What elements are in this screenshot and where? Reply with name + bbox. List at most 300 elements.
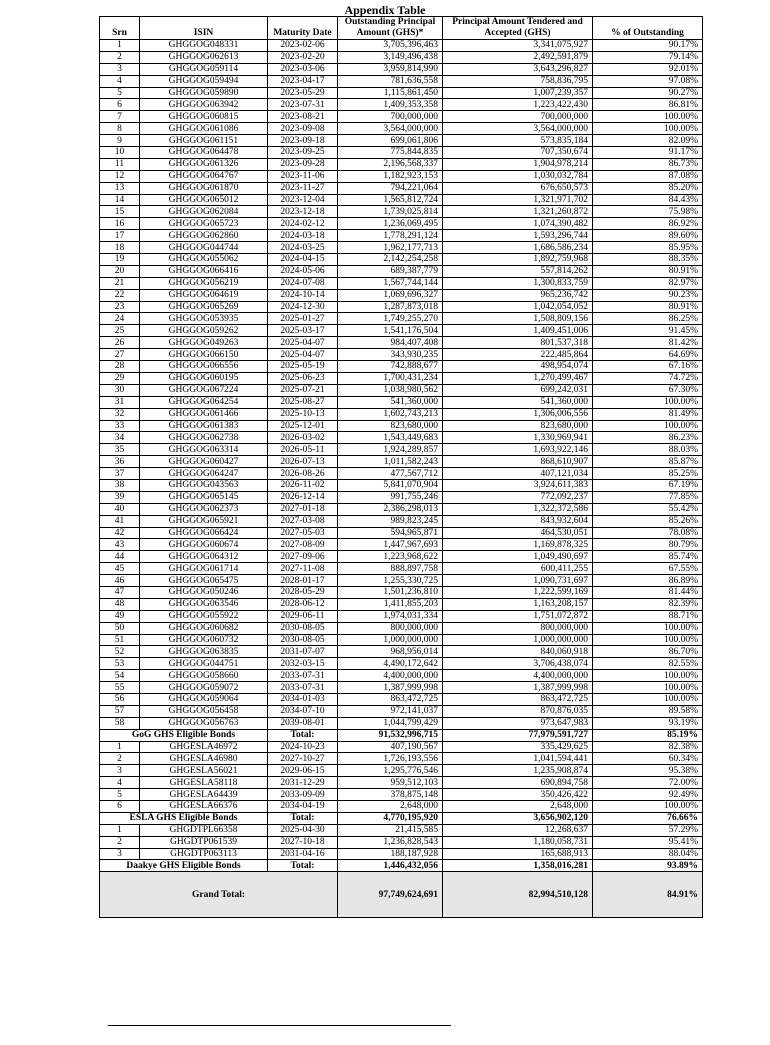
pct-cell: 92.01% [593,63,703,75]
table-row [100,87,703,99]
srn-cell: 6 [100,99,140,111]
tendered-cell: 801,537,318 [443,337,593,349]
srn-cell: 7 [100,111,140,123]
srn-cell: 31 [100,396,140,408]
outstanding-cell: 959,512,103 [338,777,443,789]
pct-cell: 85.95% [593,242,703,254]
tendered-cell: 600,411,255 [443,563,593,575]
isin-cell: GHGESLA66376 [140,801,268,813]
isin-cell: GHGGOG061383 [140,420,268,432]
maturity-cell: 2024-12-30 [268,301,338,313]
isin-cell: GHGESLA64439 [140,789,268,801]
tendered-cell: 557,814,262 [443,265,593,277]
pct-cell: 91.17% [593,147,703,159]
appendix-title: Appendix Table [344,3,426,17]
isin-cell: GHGGOG060732 [140,634,268,646]
maturity-cell: 2027-10-18 [268,836,338,848]
isin-cell: GHGGOG066416 [140,265,268,277]
tendered-cell: 965,236,742 [443,289,593,301]
tendered-cell: 707,350,674 [443,147,593,159]
pct-cell: 92.49% [593,789,703,801]
maturity-cell: 2024-03-18 [268,230,338,242]
outstanding-cell: 1,567,744,144 [338,277,443,289]
table-row [100,444,703,456]
table-row [100,194,703,206]
table-row [100,111,703,123]
table-row [100,468,703,480]
outstanding-cell: 1,411,855,203 [338,598,443,610]
outstanding-cell: 1,236,828,543 [338,836,443,848]
table-row [100,682,703,694]
tendered-cell: 498,954,074 [443,361,593,373]
tendered-cell: 1,222,599,169 [443,586,593,598]
table-row [100,277,703,289]
pct-cell: 86.81% [593,99,703,111]
outstanding-cell: 2,648,000 [338,801,443,813]
maturity-cell: 2027-03-08 [268,515,338,527]
table-row [100,575,703,587]
srn-cell: 12 [100,170,140,182]
outstanding-cell: 1,565,812,724 [338,194,443,206]
outstanding-cell: 1,387,999,998 [338,682,443,694]
tendered-cell: 973,647,983 [443,717,593,729]
pct-cell: 91.45% [593,325,703,337]
isin-cell: GHGDTP063113 [140,848,268,860]
outstanding-cell: 1,255,330,725 [338,575,443,587]
pct-cell: 79.14% [593,51,703,63]
table-row [100,622,703,634]
isin-cell: GHGESLA58118 [140,777,268,789]
isin-cell: GHGGOG062373 [140,503,268,515]
tendered-cell: 1,300,833,759 [443,277,593,289]
isin-cell: GHGGOG063546 [140,598,268,610]
srn-cell: 52 [100,646,140,658]
tendered-cell: 699,242,031 [443,384,593,396]
total-outstanding: 1,446,432,056 [338,860,443,872]
srn-cell: 5 [100,87,140,99]
table-row [100,563,703,575]
table-row [100,836,703,848]
appendix-table [99,16,703,918]
outstanding-cell: 972,141,037 [338,705,443,717]
total-outstanding: 91,532,996,715 [338,729,443,741]
isin-cell: GHGGOG053935 [140,313,268,325]
isin-cell: GHGGOG061326 [140,158,268,170]
table-row [100,598,703,610]
outstanding-cell: 1,726,193,556 [338,753,443,765]
outstanding-cell: 594,965,871 [338,527,443,539]
maturity-cell: 2024-03-25 [268,242,338,254]
table-row [100,372,703,384]
table-row [100,634,703,646]
table-row [100,147,703,159]
srn-cell: 18 [100,242,140,254]
maturity-cell: 2023-09-08 [268,123,338,135]
pct-cell: 81.44% [593,586,703,598]
isin-cell: GHGGOG055062 [140,254,268,266]
tendered-cell: 464,530,051 [443,527,593,539]
table-row [100,479,703,491]
srn-cell: 29 [100,372,140,384]
outstanding-cell: 1,543,449,683 [338,432,443,444]
outstanding-cell: 3,959,814,990 [338,63,443,75]
isin-cell: GHGGOG062084 [140,206,268,218]
isin-cell: GHGGOG044744 [140,242,268,254]
tendered-cell: 870,876,035 [443,705,593,717]
pct-cell: 80.91% [593,301,703,313]
header-tendered: Principal Amount Tendered and Accepted (GHS) [443,17,593,40]
isin-cell: GHGGOG060427 [140,456,268,468]
outstanding-cell: 781,636,558 [338,75,443,87]
pct-cell: 88.71% [593,610,703,622]
outstanding-cell: 1,447,967,693 [338,539,443,551]
outstanding-cell: 775,844,835 [338,147,443,159]
srn-cell: 47 [100,586,140,598]
isin-cell: GHGGOG058660 [140,670,268,682]
outstanding-cell: 794,221,064 [338,182,443,194]
total-outstanding: 4,770,195,920 [338,812,443,824]
tendered-cell: 1,306,006,556 [443,408,593,420]
srn-cell: 24 [100,313,140,325]
maturity-cell: 2027-08-09 [268,539,338,551]
maturity-cell: 2028-01-17 [268,575,338,587]
srn-cell: 53 [100,658,140,670]
srn-cell: 32 [100,408,140,420]
tendered-cell: 772,092,237 [443,491,593,503]
srn-cell: 30 [100,384,140,396]
isin-cell: GHGGOG059262 [140,325,268,337]
tendered-cell: 843,932,604 [443,515,593,527]
srn-cell: 26 [100,337,140,349]
group-total-row [100,729,703,741]
total-tendered: 1,358,016,281 [443,860,593,872]
outstanding-cell: 1,038,980,562 [338,384,443,396]
maturity-cell: 2027-01-18 [268,503,338,515]
table-row [100,717,703,729]
maturity-cell: 2023-11-06 [268,170,338,182]
tendered-cell: 1,270,499,467 [443,372,593,384]
pct-cell: 100.00% [593,670,703,682]
srn-cell: 3 [100,848,140,860]
group-total-label: Daakye GHS Eligible Bonds [100,860,268,872]
maturity-cell: 2026-07-13 [268,456,338,468]
pct-cell: 93.19% [593,717,703,729]
pct-cell: 100.00% [593,396,703,408]
isin-cell: GHGGOG066150 [140,349,268,361]
table-row [100,777,703,789]
table-row [100,765,703,777]
table-row [100,646,703,658]
maturity-cell: 2029-06-11 [268,610,338,622]
isin-cell: GHGGOG050246 [140,586,268,598]
table-row [100,753,703,765]
table-row [100,824,703,836]
maturity-cell: 2033-07-31 [268,670,338,682]
maturity-cell: 2024-04-15 [268,254,338,266]
table-row [100,218,703,230]
isin-cell: GHGGOG056763 [140,717,268,729]
outstanding-cell: 541,360,000 [338,396,443,408]
pct-cell: 88.04% [593,848,703,860]
outstanding-cell: 343,930,235 [338,349,443,361]
srn-cell: 43 [100,539,140,551]
maturity-cell: 2033-09-09 [268,789,338,801]
table-row [100,265,703,277]
srn-cell: 58 [100,717,140,729]
tendered-cell: 3,341,075,927 [443,40,593,52]
srn-cell: 2 [100,51,140,63]
tendered-cell: 1,000,000,000 [443,634,593,646]
srn-cell: 37 [100,468,140,480]
grand-total-tendered: 82,994,510,128 [443,872,593,918]
total-pct: 85.19% [593,729,703,741]
maturity-cell: 2029-06-15 [268,765,338,777]
maturity-cell: 2031-04-16 [268,848,338,860]
pct-cell: 89.58% [593,705,703,717]
maturity-cell: 2026-08-26 [268,468,338,480]
srn-cell: 38 [100,479,140,491]
tendered-cell: 840,060,918 [443,646,593,658]
srn-cell: 34 [100,432,140,444]
grand-total-row [100,872,703,918]
srn-cell: 40 [100,503,140,515]
table-row [100,658,703,670]
tendered-cell: 2,648,000 [443,801,593,813]
outstanding-cell: 407,190,567 [338,741,443,753]
srn-cell: 2 [100,753,140,765]
total-pct: 76.66% [593,812,703,824]
srn-cell: 13 [100,182,140,194]
total-tendered: 77,979,591,727 [443,729,593,741]
isin-cell: GHGGOG062738 [140,432,268,444]
tendered-cell: 800,000,000 [443,622,593,634]
isin-cell: GHGGOG067224 [140,384,268,396]
isin-cell: GHGGOG061086 [140,123,268,135]
srn-cell: 19 [100,254,140,266]
total-pct: 93.89% [593,860,703,872]
outstanding-cell: 378,875,148 [338,789,443,801]
maturity-cell: 2031-07-07 [268,646,338,658]
pct-cell: 82.38% [593,741,703,753]
tendered-cell: 1,321,971,702 [443,194,593,206]
pct-cell: 95.38% [593,765,703,777]
table-row [100,610,703,622]
pct-cell: 80.79% [593,539,703,551]
srn-cell: 44 [100,551,140,563]
outstanding-cell: 1,602,743,213 [338,408,443,420]
outstanding-cell: 1,924,289,857 [338,444,443,456]
pct-cell: 100.00% [593,693,703,705]
isin-cell: GHGGOG065012 [140,194,268,206]
srn-cell: 17 [100,230,140,242]
table-row [100,337,703,349]
srn-cell: 21 [100,277,140,289]
table-row [100,586,703,598]
tendered-cell: 350,426,422 [443,789,593,801]
outstanding-cell: 984,407,408 [338,337,443,349]
maturity-cell: 2023-12-04 [268,194,338,206]
srn-cell: 1 [100,741,140,753]
outstanding-cell: 1,011,582,243 [338,456,443,468]
maturity-cell: 2026-05-11 [268,444,338,456]
table-row [100,75,703,87]
table-row [100,456,703,468]
isin-cell: GHGESLA56021 [140,765,268,777]
table-row [100,123,703,135]
tendered-cell: 1,007,239,357 [443,87,593,99]
srn-cell: 20 [100,265,140,277]
outstanding-cell: 1,409,353,358 [338,99,443,111]
maturity-cell: 2025-04-07 [268,349,338,361]
maturity-cell: 2039-08-01 [268,717,338,729]
tendered-cell: 407,121,034 [443,468,593,480]
table-row [100,170,703,182]
total-word: Total: [268,729,338,741]
outstanding-cell: 1,287,873,018 [338,301,443,313]
outstanding-cell: 1,223,968,622 [338,551,443,563]
pct-cell: 97.08% [593,75,703,87]
maturity-cell: 2025-12-01 [268,420,338,432]
isin-cell: GHGGOG043563 [140,479,268,491]
pct-cell: 75.98% [593,206,703,218]
isin-cell: GHGGOG064247 [140,468,268,480]
srn-cell: 28 [100,361,140,373]
outstanding-cell: 2,142,254,258 [338,254,443,266]
srn-cell: 39 [100,491,140,503]
pct-cell: 72.00% [593,777,703,789]
header-outstanding: Outstanding Principal Amount (GHS)* [338,17,443,40]
table-row [100,40,703,52]
outstanding-cell: 742,888,677 [338,361,443,373]
table-row [100,135,703,147]
pct-cell: 82.55% [593,658,703,670]
outstanding-cell: 1,044,799,429 [338,717,443,729]
maturity-cell: 2023-11-27 [268,182,338,194]
isin-cell: GHGGOG064254 [140,396,268,408]
tendered-cell: 823,680,000 [443,420,593,432]
maturity-cell: 2025-10-13 [268,408,338,420]
tendered-cell: 165,688,913 [443,848,593,860]
maturity-cell: 2025-08-27 [268,396,338,408]
isin-cell: GHGGOG063835 [140,646,268,658]
table-row [100,51,703,63]
srn-cell: 45 [100,563,140,575]
pct-cell: 90.17% [593,40,703,52]
maturity-cell: 2025-05-19 [268,361,338,373]
maturity-cell: 2026-03-02 [268,432,338,444]
tendered-cell: 758,836,795 [443,75,593,87]
table-row [100,515,703,527]
isin-cell: GHGGOG049263 [140,337,268,349]
isin-cell: GHGGOG059072 [140,682,268,694]
tendered-cell: 4,400,000,000 [443,670,593,682]
table-body [100,40,703,872]
tendered-cell: 1,330,969,941 [443,432,593,444]
pct-cell: 55.42% [593,503,703,515]
isin-cell: GHGGOG059064 [140,693,268,705]
tendered-cell: 1,409,451,006 [443,325,593,337]
tendered-cell: 3,924,611,383 [443,479,593,491]
tendered-cell: 1,751,072,872 [443,610,593,622]
isin-cell: GHGGOG064619 [140,289,268,301]
table-header-row [100,17,703,40]
outstanding-cell: 1,115,861,450 [338,87,443,99]
maturity-cell: 2025-04-30 [268,824,338,836]
pct-cell: 86.25% [593,313,703,325]
maturity-cell: 2024-07-08 [268,277,338,289]
table-row [100,705,703,717]
table-row [100,789,703,801]
maturity-cell: 2026-11-02 [268,479,338,491]
srn-cell: 56 [100,693,140,705]
outstanding-cell: 3,705,396,463 [338,40,443,52]
maturity-cell: 2027-11-08 [268,563,338,575]
pct-cell: 86.23% [593,432,703,444]
pct-cell: 100.00% [593,420,703,432]
isin-cell: GHGGOG065475 [140,575,268,587]
group-total-row [100,860,703,872]
maturity-cell: 2023-05-29 [268,87,338,99]
srn-cell: 55 [100,682,140,694]
outstanding-cell: 1,700,431,234 [338,372,443,384]
maturity-cell: 2026-12-14 [268,491,338,503]
pct-cell: 100.00% [593,622,703,634]
tendered-cell: 3,564,000,000 [443,123,593,135]
maturity-cell: 2023-02-06 [268,40,338,52]
table-row [100,230,703,242]
outstanding-cell: 1,749,255,270 [338,313,443,325]
outstanding-cell: 1,501,236,810 [338,586,443,598]
maturity-cell: 2030-08-05 [268,622,338,634]
srn-cell: 25 [100,325,140,337]
table-row [100,396,703,408]
isin-cell: GHGGOG065921 [140,515,268,527]
outstanding-cell: 188,187,928 [338,848,443,860]
total-word: Total: [268,860,338,872]
outstanding-cell: 3,564,000,000 [338,123,443,135]
maturity-cell: 2025-01-27 [268,313,338,325]
pct-cell: 85.20% [593,182,703,194]
srn-cell: 10 [100,147,140,159]
maturity-cell: 2023-09-28 [268,158,338,170]
table-row [100,539,703,551]
srn-cell: 23 [100,301,140,313]
tendered-cell: 541,360,000 [443,396,593,408]
pct-cell: 95.41% [593,836,703,848]
outstanding-cell: 21,415,585 [338,824,443,836]
tendered-cell: 1,904,978,214 [443,158,593,170]
pct-cell: 67.30% [593,384,703,396]
table-row [100,384,703,396]
tendered-cell: 3,706,438,074 [443,658,593,670]
srn-cell: 9 [100,135,140,147]
srn-cell: 33 [100,420,140,432]
pct-cell: 67.16% [593,361,703,373]
outstanding-cell: 968,956,014 [338,646,443,658]
group-total-row [100,812,703,824]
tendered-cell: 1,030,032,784 [443,170,593,182]
pct-cell: 82.39% [593,598,703,610]
srn-cell: 35 [100,444,140,456]
pct-cell: 85.25% [593,468,703,480]
table-row [100,491,703,503]
table-row [100,182,703,194]
outstanding-cell: 4,400,000,000 [338,670,443,682]
tendered-cell: 1,593,296,744 [443,230,593,242]
maturity-cell: 2034-04-19 [268,801,338,813]
maturity-cell: 2024-10-23 [268,741,338,753]
group-total-label: GoG GHS Eligible Bonds [100,729,268,741]
